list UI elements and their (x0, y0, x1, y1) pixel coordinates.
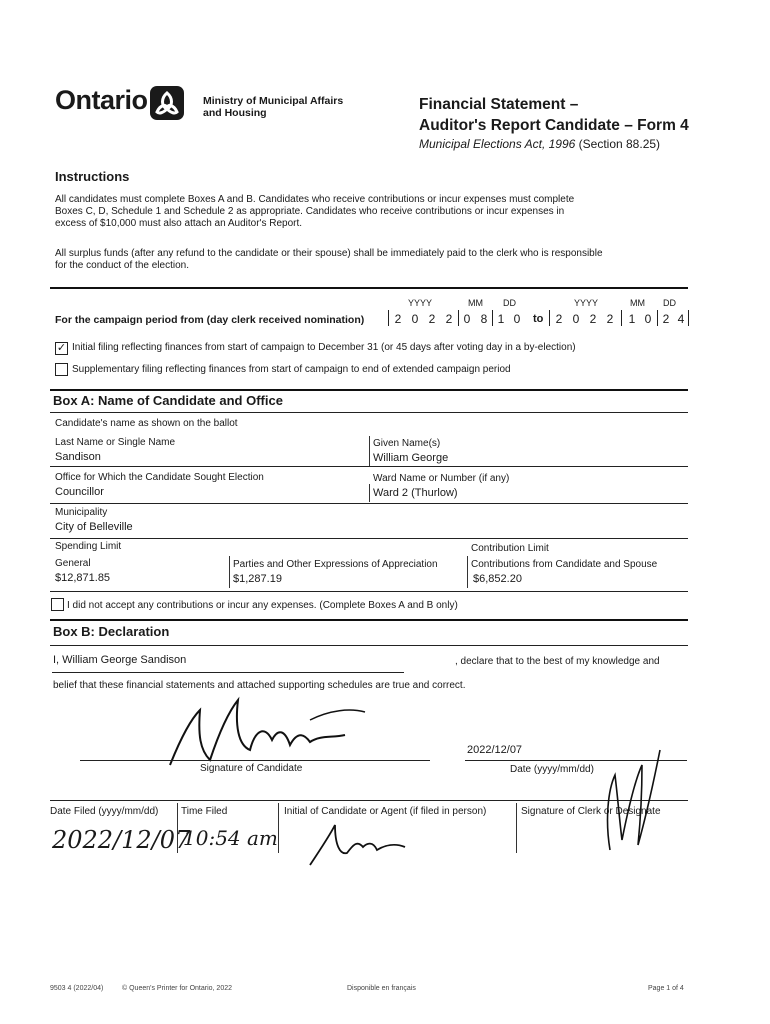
given-name-field[interactable]: William George (373, 452, 449, 464)
date-filed-label: Date Filed (yyyy/mm/dd) (50, 806, 159, 817)
contrib-candidate-field[interactable]: $6,852.20 (473, 573, 522, 585)
ontario-trillium-logo (150, 86, 184, 120)
divider (50, 503, 688, 504)
declarant-name-field[interactable]: I, William George Sandison (53, 654, 187, 666)
general-label: General (55, 558, 91, 569)
divider (50, 466, 688, 467)
form-code: 9503 4 (2022/04) (50, 985, 104, 992)
initial-filing-checkbox[interactable]: ✓ (56, 342, 67, 354)
to-digit: 2 (589, 312, 597, 326)
from-year-header: YYYY (408, 298, 433, 308)
section-ref: (Section 88.25) (578, 137, 661, 151)
to-digit: 0 (644, 312, 652, 326)
contrib-candidate-label: Contributions from Candidate and Spouse (471, 559, 658, 570)
contribution-limit-label: Contribution Limit (471, 543, 549, 554)
candidate-signature (160, 690, 370, 770)
act-name: Municipal Elections Act, 1996 (419, 137, 576, 151)
divider (467, 556, 468, 588)
last-name-label: Last Name or Single Name (55, 437, 176, 448)
form-title: Financial Statement – (419, 96, 579, 113)
declaration-text: , declare that to the best of my knowledge and (455, 656, 660, 667)
to-digit: 2 (606, 312, 614, 326)
signature-label: Signature of Candidate (200, 763, 303, 774)
from-month-header: MM (468, 298, 483, 308)
box-b-heading: Box B: Declaration (53, 624, 170, 639)
copyright-notice: © Queen's Printer for Ontario, 2022 (122, 985, 232, 992)
to-digit: 1 (628, 312, 636, 326)
from-digit: 0 (513, 312, 521, 326)
to-digit: 4 (677, 312, 685, 326)
supplementary-filing-label: Supplementary filing reflecting finances from start of campaign to end of extended campaign period (72, 364, 511, 375)
belief-text: belief that these financial statements and attached supporting schedules are true and correct. (53, 680, 466, 691)
supplementary-filing-checkbox[interactable] (55, 363, 68, 376)
from-digit: 2 (428, 312, 436, 326)
page-number: Page 1 of 4 (648, 985, 684, 992)
to-date-field[interactable] (549, 312, 689, 328)
to-digit: 2 (662, 312, 670, 326)
to-day-header: DD (663, 298, 676, 308)
office-label: Office for Which the Candidate Sought Election (55, 472, 264, 483)
date-filed-handwritten[interactable]: 2022/12/07 (52, 826, 191, 854)
municipality-label: Municipality (55, 507, 108, 518)
divider (369, 484, 370, 502)
ontario-wordmark: Ontario (55, 85, 148, 115)
divider (50, 645, 688, 646)
last-name-field[interactable]: Sandison (55, 451, 101, 463)
divider (50, 287, 688, 289)
time-filed-handwritten[interactable]: 10:54 am (183, 826, 278, 850)
divider (50, 538, 688, 539)
divider (369, 436, 370, 466)
no-contributions-label: I did not accept any contributions or incur any expenses. (Complete Boxes A and B only) (67, 600, 458, 611)
to-digit: 2 (555, 312, 563, 326)
time-filed-label: Time Filed (181, 806, 228, 817)
agent-initial-signature (305, 815, 415, 870)
ward-label: Ward Name or Number (if any) (373, 473, 510, 484)
box-a-heading: Box A: Name of Candidate and Office (53, 393, 283, 408)
spending-limit-label: Spending Limit (55, 541, 122, 552)
from-digit: 1 (497, 312, 505, 326)
to-label: to (533, 313, 544, 325)
signature-line (80, 760, 430, 761)
divider (50, 619, 688, 621)
initial-filing-label: Initial filing reflecting finances from start of campaign to December 31 (or 45 days after voting day in a by-election) (72, 342, 576, 353)
date-label: Date (yyyy/mm/dd) (510, 764, 594, 775)
instructions-paragraph-2: All surplus funds (after any refund to the candidate or their spouse) shall be immediately paid to the clerk who is responsible for the conduct of the election. (55, 248, 603, 271)
from-digit: 2 (394, 312, 402, 326)
from-date-field[interactable] (388, 312, 528, 328)
no-contributions-checkbox[interactable] (51, 598, 64, 611)
divider (50, 591, 688, 592)
ministry-name: Ministry of Municipal Affairs and Housing (203, 95, 344, 119)
general-limit-field[interactable]: $12,871.85 (55, 572, 111, 584)
to-month-header: MM (630, 298, 645, 308)
clerk-signature (580, 740, 680, 855)
clerk-signature-label: Signature of Clerk or Designate (521, 806, 661, 817)
given-name-label: Given Name(s) (373, 438, 441, 449)
divider (278, 803, 279, 853)
name-underline (52, 672, 404, 673)
from-day-header: DD (503, 298, 516, 308)
ward-field[interactable]: Ward 2 (Thurlow) (373, 487, 458, 499)
form-title-2: Auditor's Report Candidate – Form 4 (419, 117, 689, 134)
from-digit: 2 (445, 312, 453, 326)
form-subtitle (419, 137, 660, 151)
to-year-header: YYYY (574, 298, 599, 308)
from-digit: 8 (480, 312, 488, 326)
declaration-date-field[interactable]: 2022/12/07 (467, 744, 523, 756)
divider (50, 412, 688, 413)
from-digit: 0 (411, 312, 419, 326)
municipality-field[interactable]: City of Belleville (55, 521, 133, 533)
instructions-paragraph-1: All candidates must complete Boxes A and B. Candidates who receive contributions or incur expenses must complete Boxes C, D, Schedule 1 and Schedule 2 as appropriate. Candidates who receive contributions or incur expenses in excess of $10,000 must also attach an Auditor's Report. (55, 194, 575, 229)
divider (516, 803, 517, 853)
to-digit: 0 (572, 312, 580, 326)
divider (50, 389, 688, 391)
initial-agent-label: Initial of Candidate or Agent (if filed in person) (284, 806, 487, 817)
period-label: For the campaign period from (day clerk received nomination) (55, 314, 365, 326)
parties-label: Parties and Other Expressions of Appreciation (233, 559, 438, 570)
instructions-heading: Instructions (55, 169, 130, 184)
divider (229, 556, 230, 588)
office-field[interactable]: Councillor (55, 486, 104, 498)
from-digit: 0 (463, 312, 471, 326)
ballot-name-label: Candidate's name as shown on the ballot (55, 418, 238, 429)
parties-limit-field[interactable]: $1,287.19 (233, 573, 282, 585)
french-availability: Disponible en français (347, 985, 416, 992)
